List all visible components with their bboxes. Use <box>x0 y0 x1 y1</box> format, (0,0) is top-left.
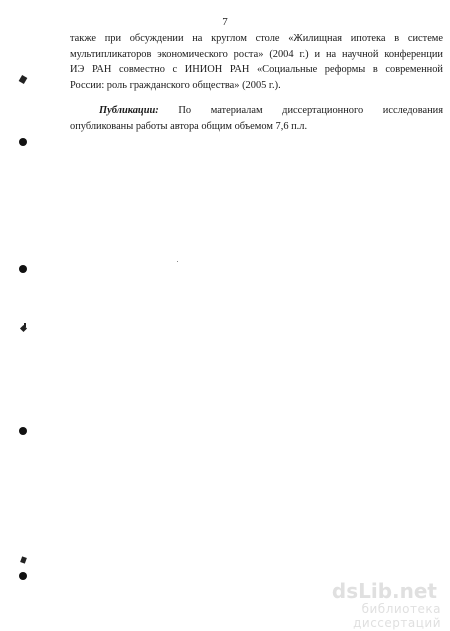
text-line <box>70 103 443 119</box>
punch-hole-mark <box>19 265 27 273</box>
watermark-tagline: библиотека диссертаций <box>353 602 441 630</box>
text-line: мультипликаторов экономического роста» (2004 г.) и на научной конференции <box>70 48 443 60</box>
watermark-logo: dsLib.net <box>331 579 437 603</box>
text-line: России: роль гражданского общества» (2005 г.). <box>70 79 281 91</box>
punch-hole-mark <box>19 138 27 146</box>
paragraph-conference-participation <box>70 31 443 93</box>
publications-heading: Публикации: <box>99 105 159 116</box>
scan-speck <box>20 556 27 563</box>
scan-speck <box>24 323 26 327</box>
dslib-watermark <box>271 580 441 630</box>
paragraph-publications <box>70 103 443 134</box>
publications-text: По материалам диссертационного исследования <box>178 105 443 116</box>
punch-hole-mark <box>19 572 27 580</box>
scan-dot <box>177 261 178 262</box>
text-line: опубликованы работы автора общим объемом 7,6 п.л. <box>70 120 308 132</box>
page-number: 7 <box>222 16 228 28</box>
scan-speck <box>19 75 28 84</box>
text-line: ИЭ РАН совместно с ИНИОН РАН «Социальные реформы в современной <box>70 64 443 76</box>
text-line: также при обсуждении на круглом столе «Жилищная ипотека в системе <box>70 33 443 44</box>
punch-hole-mark <box>19 427 27 435</box>
